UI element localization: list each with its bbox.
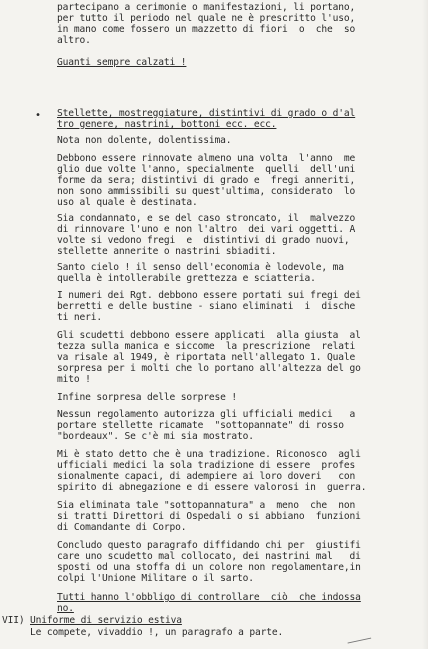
text-line: Mi è stato detto che è una tradizione. Riconosco agli — [57, 449, 361, 460]
text-line: care uno scudetto mal collocato, dei nastrini mal di — [57, 551, 361, 562]
text-line: Concludo questo paragrafo diffidando chi per giustifi — [57, 540, 361, 551]
text-line: forme da sera; distintivi di grado e fregi anneriti, — [57, 175, 356, 186]
text-line: ufficiali medici la sola tradizione di essere profes — [57, 460, 356, 471]
section-title: Uniforme di servizio estiva — [30, 615, 182, 626]
text-line: Santo cielo ! il senso dell'economia è lodevole, ma — [57, 262, 344, 273]
text-line: sorpresa per i molti che lo portano all'altezza del go — [57, 363, 361, 374]
text-line: uso al quale è destinata. — [57, 197, 198, 208]
text-line: glio due volte l'anno, specialmente quelli dell'uni — [57, 164, 356, 175]
tutti-line: Tutti hanno l'obbligo di controllare ciò che indossa — [57, 592, 361, 603]
text-line: Infine sorpresa delle sorprese ! — [57, 392, 238, 403]
text-line: spirito di abnegazione e di essere valorosi in guerra. — [57, 482, 367, 493]
text-line: Nessun regolamento autorizza gli ufficiali medici a — [57, 409, 356, 420]
text-line: volte si vedono fregi e distintivi di grado nuovi, — [57, 235, 350, 246]
section-number: VII) — [2, 615, 25, 626]
text-line: Sia eliminata tale "sottopannatura" a meno che non — [57, 500, 356, 511]
text-line: partecipano a cerimonie o manifestazioni, li portano, — [57, 2, 356, 13]
heading-stellette: Stellette, mostreggiature, distintivi di grado o d'al — [57, 108, 356, 119]
text-line: "bordeaux". Se c'è mi sia mostrato. — [57, 431, 254, 442]
text-line: tezza sulla manica e siccome la prescrizione relati — [57, 341, 356, 352]
text-line: Sia condannato, e se del caso stroncato, il malvezzo — [57, 213, 356, 224]
text-line: Gli scudetti debbono essere applicati alla giusta al — [57, 330, 361, 341]
text-line: per tutto il periodo nel quale ne è prescritto l'uso, — [57, 13, 356, 24]
page-edge-shadow — [422, 0, 428, 649]
text-line: ti neri. — [57, 312, 103, 323]
text-line: sionalmente capaci, di adempiere ai loro doveri con — [57, 471, 356, 482]
heading-guanti: Guanti sempre calzati ! — [57, 57, 187, 68]
bullet-mark: • — [35, 110, 42, 121]
pen-mark — [348, 638, 373, 649]
text-line: va risale al 1949, è riportata nell'allegato 1. Quale — [57, 352, 356, 363]
text-line: sposti od una stoffa di un colore non regolamentare,in — [57, 562, 361, 573]
nota-line: Nota non dolente, dolentissima. — [57, 135, 232, 146]
text-line: altro. — [57, 35, 91, 46]
text-line: di rinnovare l'uno e non l'altro dei vari oggetti. A — [57, 224, 356, 235]
tutti-line-end: no. — [57, 603, 74, 614]
text-line: berretti e delle bustine - siano eliminati i dische — [57, 301, 356, 312]
text-line: mito ! — [57, 374, 91, 385]
text-line: colpi l'Unione Militare o il sarto. — [57, 573, 254, 584]
section-text: Le compete, vivaddio !, un paragrafo a parte. — [30, 627, 284, 638]
text-line: di Comandante di Corpo. — [57, 522, 187, 533]
text-line: portare stellette ricamate "sottopannate" di rosso — [57, 420, 344, 431]
text-line: non sono ammissibili su quest'ultima, considerato lo — [57, 186, 356, 197]
text-line: stellette annerite o nastrini sbiaditi. — [57, 246, 277, 257]
heading-stellette: tro genere, nastrini, bottoni ecc. ecc. — [57, 119, 277, 130]
text-line: Debbono essere rinnovate almeno una volta l'anno me — [57, 153, 356, 164]
text-line: si tratti Direttori di Ospedali o si abbiano funzioni — [57, 511, 361, 522]
text-line: in mano come fossero un mazzetto di fiori o che so — [57, 24, 356, 35]
text-line: quella è intollerabile grettezza e sciatteria. — [57, 273, 316, 284]
text-line: I numeri dei Rgt. debbono essere portati sui fregi dei — [57, 290, 361, 301]
